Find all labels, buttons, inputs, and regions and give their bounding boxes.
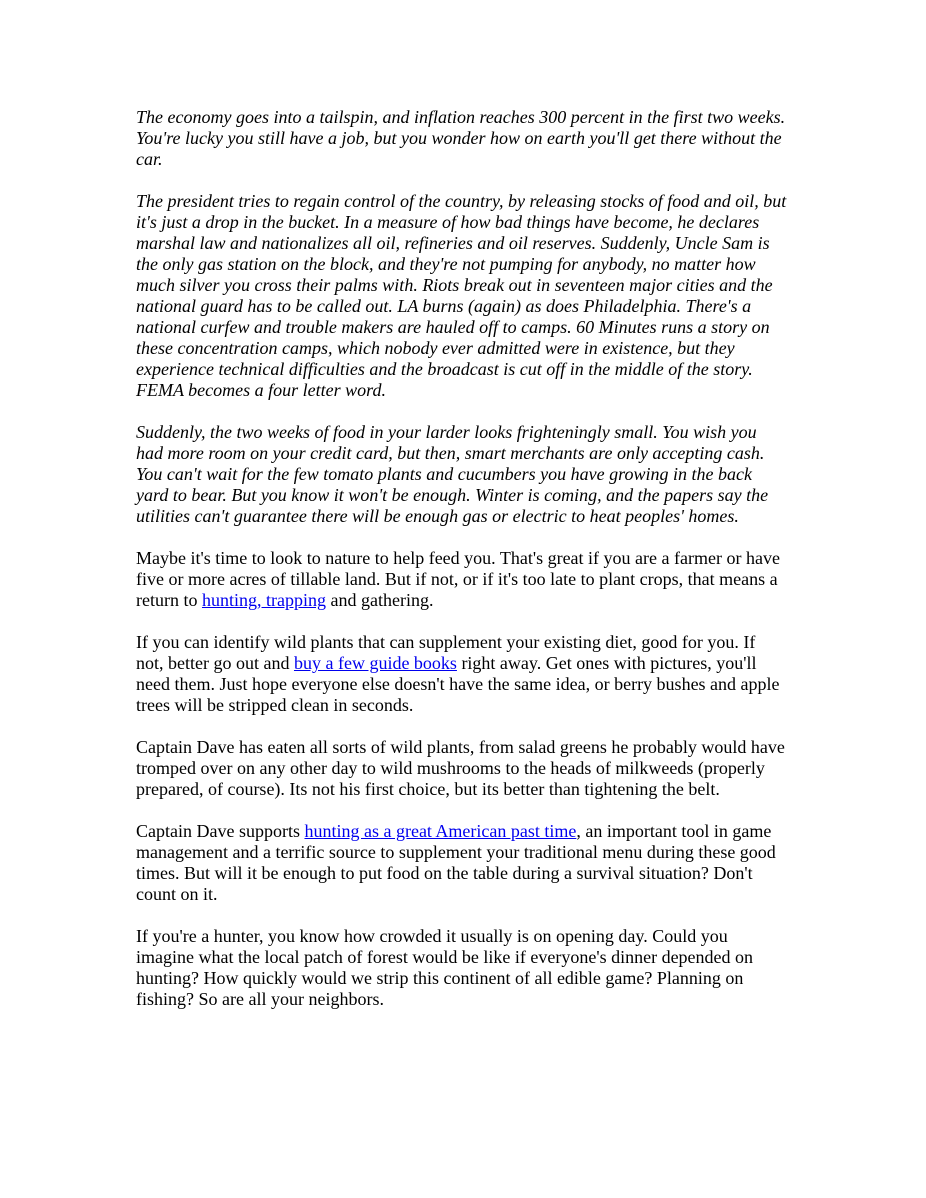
text-run: Maybe it's time to look to nature to help feed you. That's great if you are a farmer or have five or more acres of tillable land. But if not, or if it's too late to plant crops, that means a return to [136,548,780,610]
text-run: Captain Dave supports [136,821,305,841]
president-marshal-law-paragraph [136,191,787,401]
captain-dave-wild-plants-paragraph [136,737,787,800]
look-to-nature-paragraph [136,548,787,611]
text-run: If you can identify wild plants that can supplement your existing diet, good for you. If not, better go out and [136,632,756,673]
text-run: , an important tool in game management and a terrific source to supplement your traditional menu during these good times. But will it be enough to put food on the table during a survival situation? Don't count on it. [136,821,776,904]
text-run: The president tries to regain control of the country, by releasing stocks of food and oil, but it's just a drop in the bucket. In a measure of how bad things have become, he declares marshal law and nationalizes all oil, refineries and oil reserves. Suddenly, Uncle Sam is the only gas station on the block, and they're not pumping for anybody, no matter how much silver you cross their palms with. Riots break out in seventeen major cities and the national guard has to be called out. LA burns (again) as does Philadelphia. There's a national curfew and trouble makers are hauled off to camps. 60 Minutes runs a story on these concentration camps, which nobody ever admitted were in existence, but they experience technical difficulties and the broadcast is cut off in the middle of the story. FEMA becomes a four letter word. [136,191,787,400]
article-body [136,107,787,1031]
buy-guide-books-link[interactable]: buy a few guide books [293,653,457,673]
text-run: The economy goes into a tailspin, and inflation reaches 300 percent in the first two weeks. You're lucky you still have a job, but you wonder how on earth you'll get there without the car. [136,107,786,169]
captain-dave-hunting-paragraph [136,821,787,905]
hunting-trapping-link[interactable]: hunting, trapping [201,590,326,610]
text-run: Suddenly, the two weeks of food in your larder looks frighteningly small. You wish you had more room on your credit card, but then, smart merchants are only accepting cash. You can't wait for the few tomato plants and cucumbers you have growing in the back yard to bear. But you know it won't be enough. Winter is coming, and the papers say the utilities can't guarantee there will be enough gas or electric to heat peoples' homes. [136,422,769,526]
text-run: Captain Dave has eaten all sorts of wild plants, from salad greens he probably would have tromped over on any other day to wild mushrooms to the heads of milkweeds (properly prepared, of course). Its not his first choice, but its better than tightening the belt. [136,737,785,799]
text-run: and gathering. [325,590,434,610]
text-run: right away. Get ones with pictures, you'll need them. Just hope everyone else doesn't have the same idea, or berry bushes and apple trees will be stripped clean in seconds. [136,653,780,715]
hunting-pastime-link[interactable]: hunting as a great American past time [304,821,577,841]
larder-winter-paragraph [136,422,787,527]
economy-tailspin-paragraph [136,107,787,170]
wild-plants-guide-books-paragraph [136,632,787,716]
text-run: If you're a hunter, you know how crowded it usually is on opening day. Could you imagine what the local patch of forest would be like if everyone's dinner depended on hunting? How quickly would we strip this continent of all edible game? Planning on fishing? So are all your neighbors. [136,926,754,1009]
crowded-opening-day-paragraph [136,926,787,1010]
